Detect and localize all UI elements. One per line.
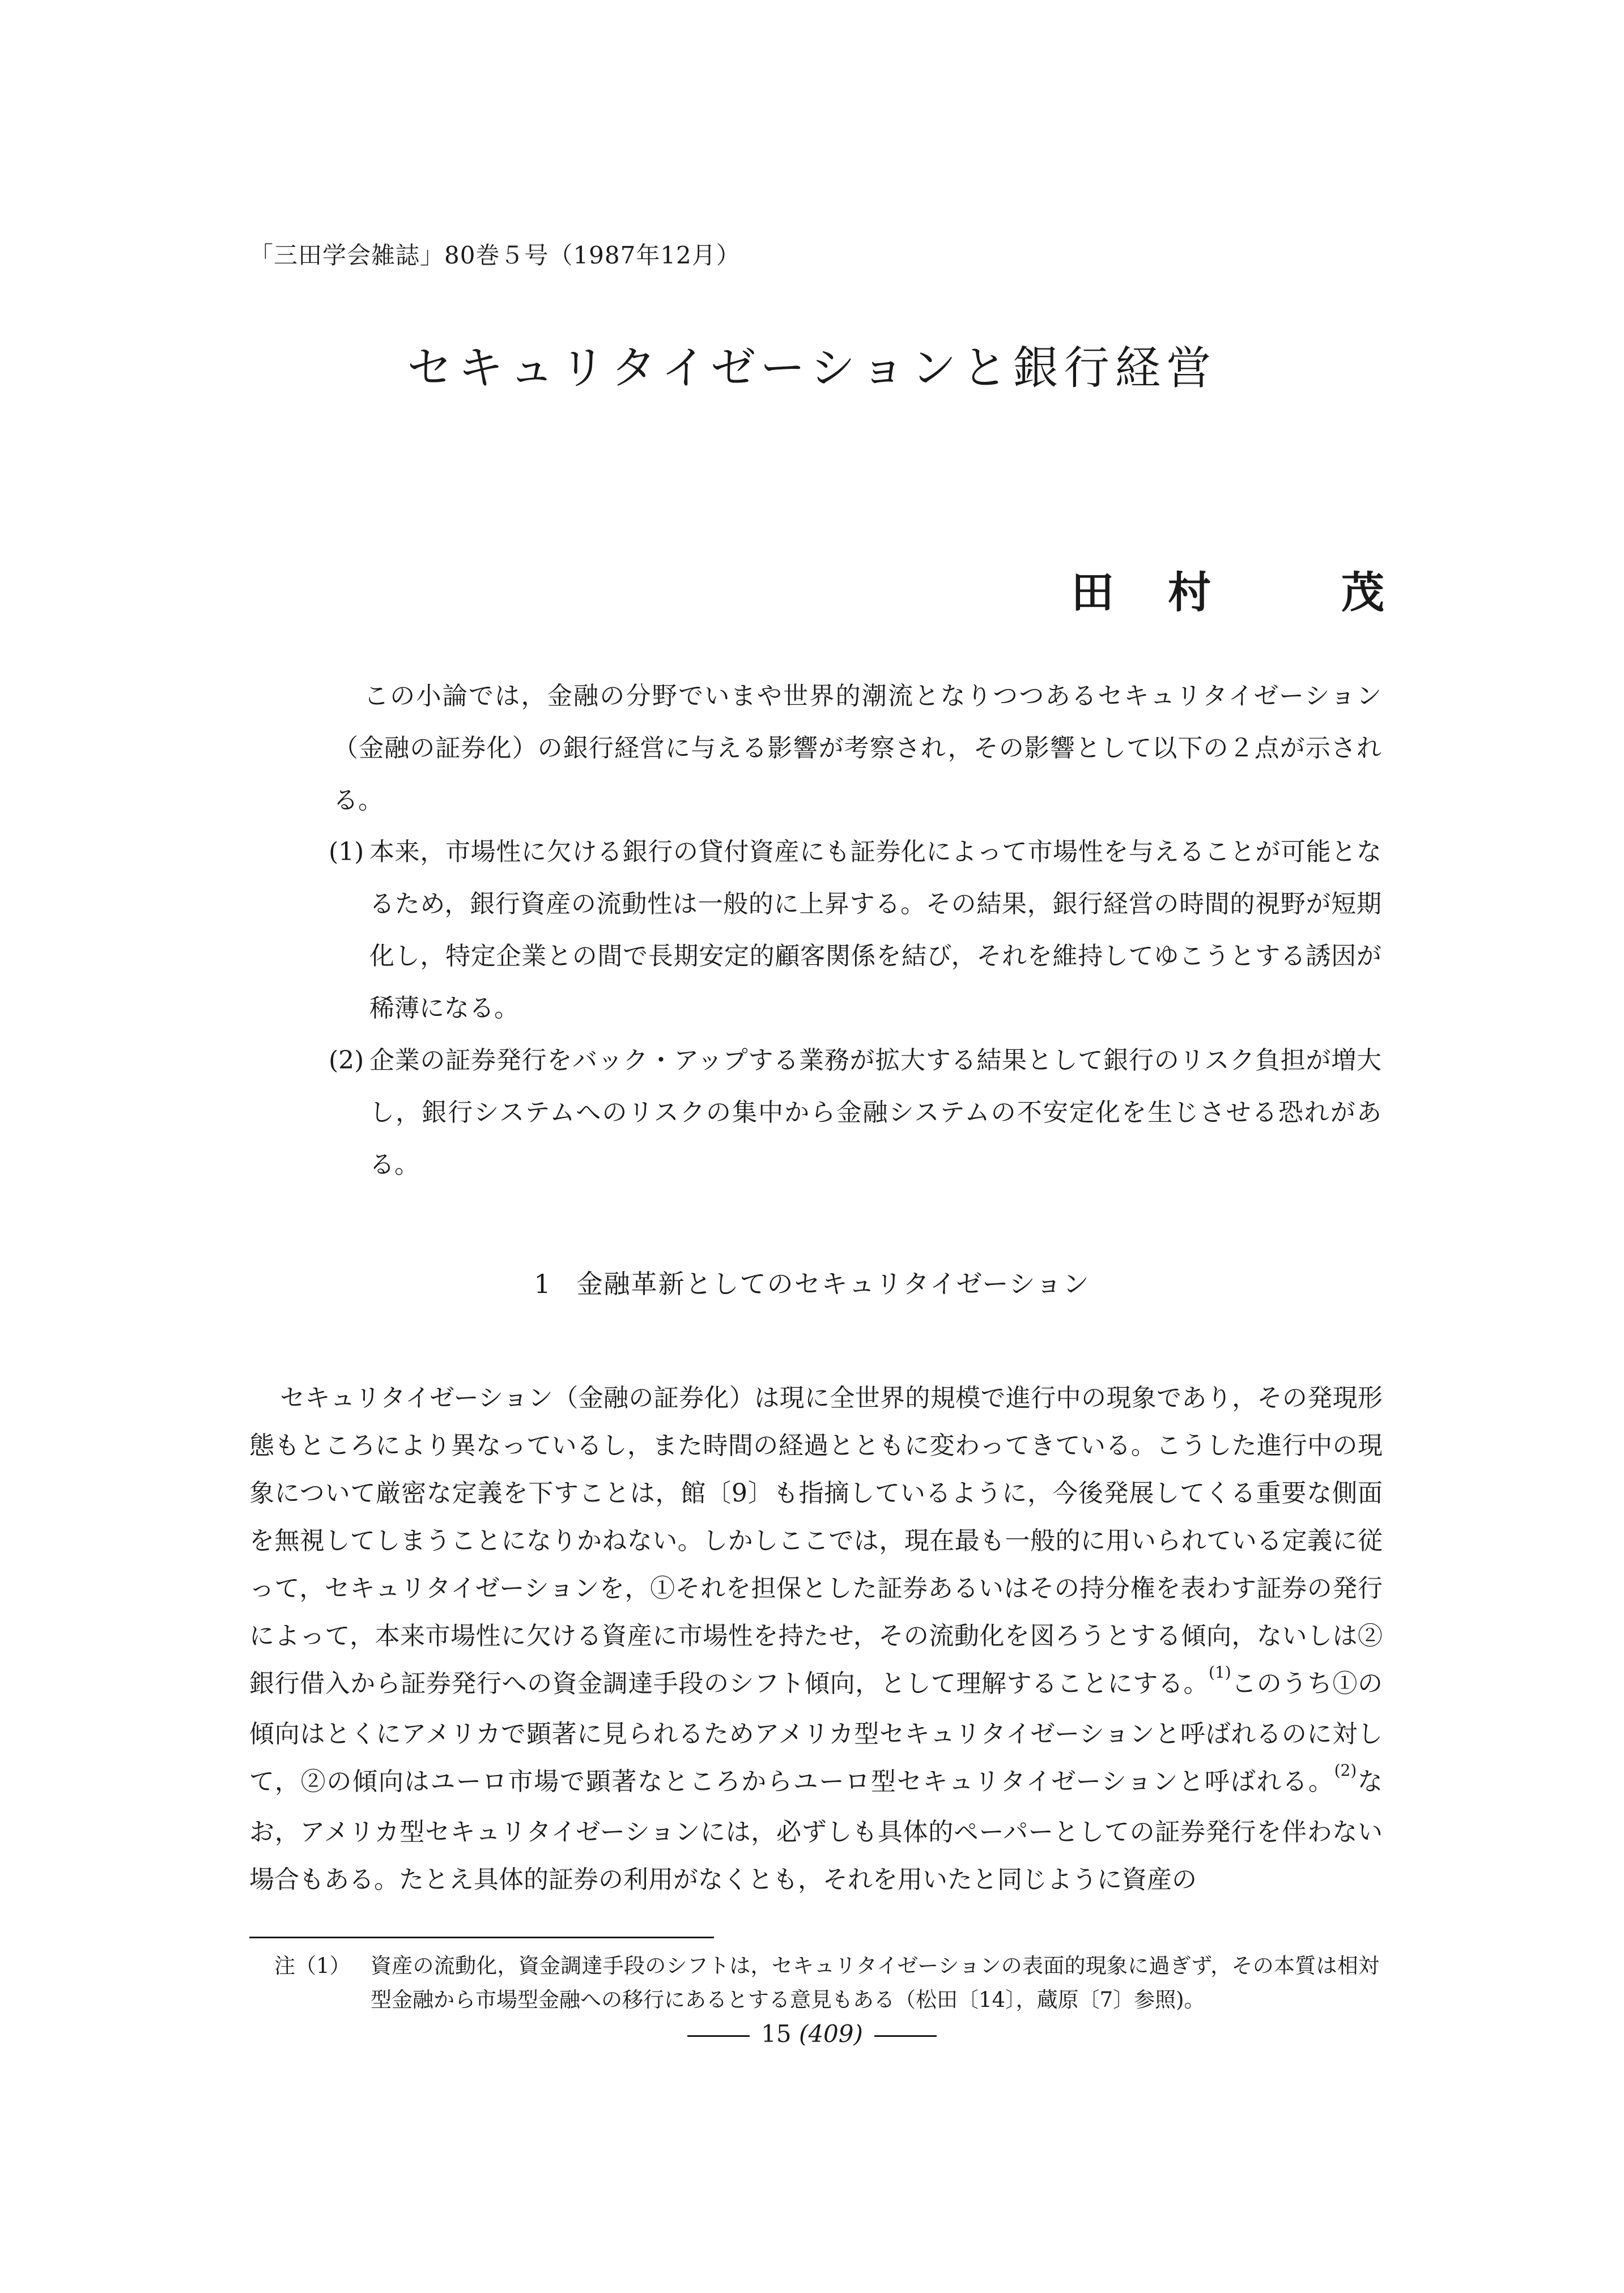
page-number-dash-left: [687, 2035, 750, 2037]
page-number-printed: 15: [761, 2020, 792, 2048]
footnote-divider: [249, 1937, 714, 1938]
body-text-part-1: セキュリタイゼーション（金融の証券化）は現に全世界的規模で進行中の現象であり，その発現形態もところにより異なっているし，また時間の経過とともに変わってきている。こうした進行中の現象について厳密な定義を下すことは，館〔9〕も指摘しているように，今後発展してくる重要な側面を無視してしまうことになりかねない。しかしここでは，現在最も一般的に用いられている定義に従って，セキュリタイゼーションを，①それを担保とした証券あるいはその持分権を表わす証券の発行によって，本来市場性に欠ける資産に市場性を持たせ，その流動化を図ろうとする傾向，ないしは②銀行借入から証券発行への資金調達手段のシフト傾向，として理解することにする。: [249, 1384, 1383, 1698]
journal-info: 「三田学会雑誌」80巻５号（1987年12月）: [249, 241, 741, 269]
author-name: [1071, 558, 1384, 620]
section-title: 金融革新としてのセキュリタイゼーション: [576, 1269, 1090, 1299]
author-family-2: 村: [1168, 567, 1211, 618]
abstract-points: [329, 826, 1381, 1191]
abstract-intro: この小論では，金融の分野でいまや世界的潮流となりつつあるセキュリタイゼーション（金融の証券化）の銀行経営に与える影響が考察され，その影響として以下の２点が示される。: [333, 682, 1381, 815]
section-heading: [0, 1264, 1624, 1301]
body-text-part-2: このうち①の傾向はとくにアメリカで顕著に見られるためアメリカ型セキュリタイゼーションと呼ばれるのに対して，②の傾向はユーロ市場で顕著なところからユーロ型セキュリタイゼーションと呼ばれる。: [249, 1669, 1383, 1796]
footnote-reference-2: (2): [1334, 1760, 1357, 1780]
abstract-point: [329, 1035, 1381, 1191]
abstract-point-number: (2): [329, 1046, 364, 1075]
page-number-dash-right: [874, 2035, 937, 2037]
abstract: [333, 670, 1381, 827]
page-number-internal: (409): [798, 2020, 863, 2048]
abstract-point-text: 企業の証券発行をバック・アップする業務が拡大する結果として銀行のリスク負担が増大し，銀行システムへのリスクの集中から金融システムの不安定化を生じさせる恐れがある。: [369, 1046, 1381, 1179]
abstract-point-text: 本来，市場性に欠ける銀行の貸付資産にも証券化によって市場性を与えることが可能となるため，銀行資産の流動性は一般的に上昇する。その結果，銀行経営の時間的視野が短期化し，特定企業との間で長期安定的顧客関係を結び，それを維持してゆこうとする誘因が稀薄になる。: [369, 837, 1381, 1023]
body-text-part-3: なお，アメリカ型セキュリタイゼーションには，必ずしも具体的ペーパーとしての証券発行を伴わない場合もある。たとえ具体的証券の利用がなくとも，それを用いたと同じように資産の: [249, 1767, 1383, 1894]
footnote: [274, 1949, 1379, 2017]
paper-title: セキュリタイゼーションと銀行経営: [407, 342, 1217, 394]
abstract-point-number: (1): [329, 837, 364, 866]
footnote-text: 資産の流動化，資金調達手段のシフトは，セキュリタイゼーションの表面的現象に過ぎず，その本質は相対型金融から市場型金融への移行にあるとする意見もある（松田〔14〕，蔵原〔7〕参照)。: [371, 1954, 1379, 2012]
section-number: 1: [534, 1269, 552, 1299]
author-given: 茂: [1341, 567, 1384, 618]
page-number: [0, 2020, 1624, 2048]
footnote-label: 注（1）: [274, 1954, 351, 1978]
abstract-point: [329, 826, 1381, 1035]
body-paragraph: [249, 1375, 1383, 1904]
footnote-reference-1: (1): [1209, 1662, 1231, 1682]
author-family-1: 田: [1071, 567, 1114, 618]
